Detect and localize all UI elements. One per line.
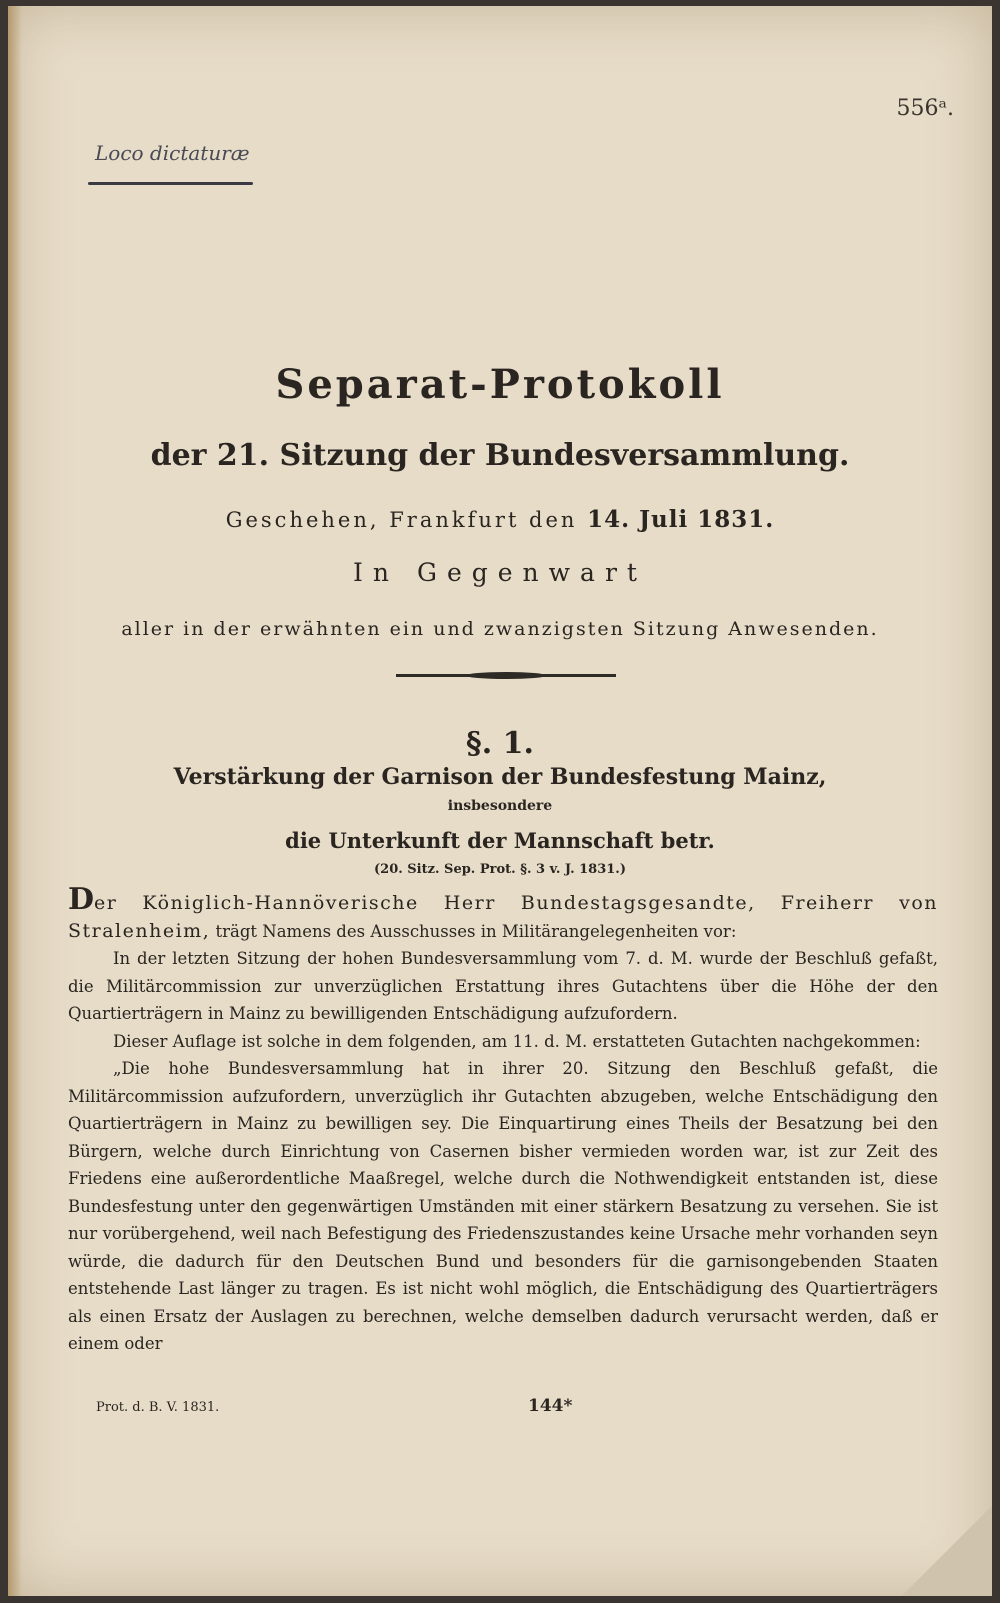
ornamental-divider [396,674,616,677]
page-number: 556ᵃ. [896,96,954,121]
opening-paragraph [68,882,938,945]
footer-sheet-number: 144* [528,1396,573,1416]
section-reference: (20. Sitz. Sep. Prot. §. 3 v. J. 1831.) [374,862,626,877]
section-title-line2: insbesondere [447,798,553,814]
paragraph-2: In der letzten Sitzung der hohen Bundesversammlung vom 7. d. M. wurde der Beschluß gefaßt, die Militärcommission zur unverzüglichen Erstattung ihres Gutachtens über die Höhe der den Quartierträgern in Mainz zu bewilligenden Entschädigung aufzufordern. [68,949,938,1023]
paragraph-4: „Die hohe Bundesversammlung hat in ihrer 20. Sitzung den Beschluß gefaßt, die Militärcommission aufzufordern, unverzüglich ihr Gutachten abzugeben, welche Entschädigung den Quartierträgern in Mainz zu bewilligen sey. Die Einquartirung eines Theils der Besatzung bei den Bürgern, welche durch Einrichtung von Casernen bisher vermieden worden war, ist zur Zeit des Friedens eine außerordentliche Maaßregel, welche durch die Nothwendigkeit entstanden ist, diese Bundesfestung unter den gegenwärtigen Umständen mit einer stärkern Besatzung zu versehen. Sie ist nur vorübergehend, weil nach Befestigung des Friedenszustandes keine Ursache mehr vorhanden seyn würde, die dadurch für den Deutschen Bund und besonders für die garnisongebenden Staaten entstehende Last länger zu tragen. Es ist nicht wohl möglich, die Entschädigung des Quartierträgers als einen Ersatz der Auslagen zu berechnen, welche demselben dadurch verursacht werden, daß er einem oder [68,1059,938,1353]
opening-speaker: er Königlich-Hannöverische Herr Bundestagsgesandte, Freiherr von Stralenheim, [68,892,938,942]
opening-rest: trägt Namens des Ausschusses in Militärangelegenheiten vor: [210,921,737,941]
drop-cap: D [68,882,95,917]
footer-signature: Prot. d. B. V. 1831. [96,1400,220,1415]
stamp-underline [88,182,253,185]
body-text [68,882,938,1358]
document-title: Separat-Protokoll [275,361,725,408]
document-subtitle: der 21. Sitzung der Bundesversammlung. [150,438,850,473]
dateline-date: 14. Juli 1831. [587,506,775,533]
section-title-line1: Verstärkung der Garnison der Bundesfestung Mainz, [173,764,827,790]
document-page [8,6,992,1596]
folded-corner [902,1506,992,1596]
dateline-place: Geschehen, Frankfurt den [225,508,578,532]
presence-heading: In Gegenwart [353,558,647,587]
archive-stamp: Loco dictaturæ [95,141,250,165]
paragraph-3: Dieser Auflage ist solche in dem folgenden, am 11. d. M. erstatteten Gutachten nachgekommen: [113,1031,921,1051]
section-title-line3: die Unterkunft der Mannschaft betr. [285,828,715,853]
presence-text: aller in der erwähnten ein und zwanzigsten Sitzung Anwesenden. [121,618,879,640]
section-number: §. 1. [466,726,534,761]
dateline [8,506,992,533]
